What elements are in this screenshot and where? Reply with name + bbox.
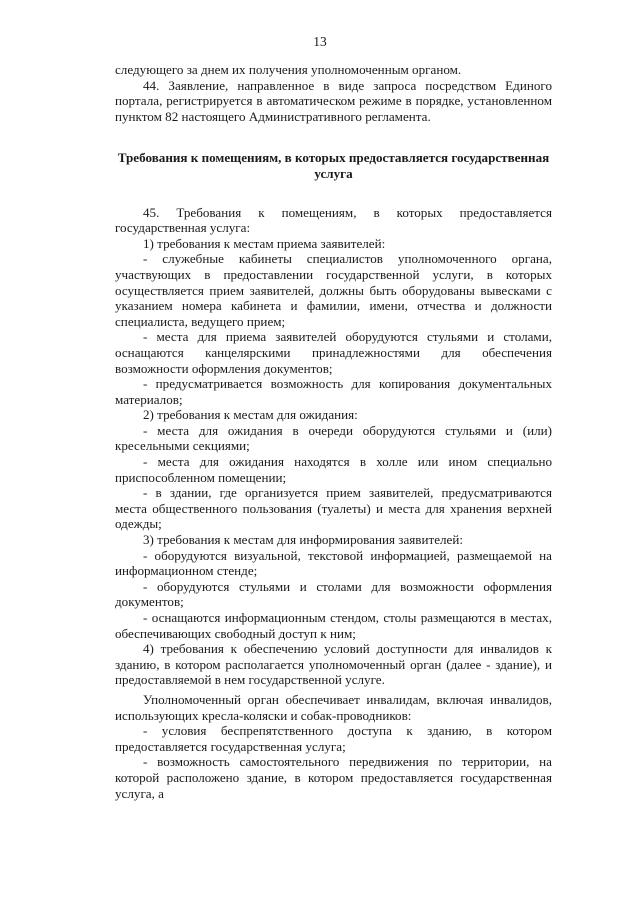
section-heading: Требования к помещениям, в которых предоставляется государственная услуга — [117, 150, 550, 181]
list-item: - оснащаются информационным стендом, столы размещаются в местах, обеспечивающих свободный доступ к ним; — [115, 610, 552, 641]
list-item-4-heading: 4) требования к обеспечению условий доступности для инвалидов к зданию, в котором располагается уполномоченный орган (далее - здание), и предоставляемой в нем государственной услуге. — [115, 641, 552, 688]
list-item: - места для приема заявителей оборудуются стульями и столами, оснащаются канцелярскими принадлежностями для обеспечения возможности оформления документов; — [115, 329, 552, 376]
list-item: - предусматривается возможность для копирования документальных материалов; — [115, 376, 552, 407]
list-item: - в здании, где организуется прием заявителей, предусматриваются места общественного пользования (туалеты) и места для хранения верхней одежды; — [115, 485, 552, 532]
paragraph-44: 44. Заявление, направленное в виде запроса посредством Единого портала, регистрируется в автоматическом режиме в порядке, установленном пунктом 82 настоящего Административного регламента. — [115, 77, 552, 124]
paragraph-45: 45. Требования к помещениям, в которых предоставляется государственная услуга: — [115, 204, 552, 236]
list-item: - оборудуются визуальной, текстовой информацией, размещаемой на информационном стенде; — [115, 547, 552, 579]
list-item: - места для ожидания в очереди оборудуются стульями и (или) кресельными секциями; — [115, 422, 552, 454]
document-body — [115, 62, 552, 801]
list-item: - оборудуются стульями и столами для возможности оформления документов; — [115, 578, 552, 610]
paragraph-accessibility: Уполномоченный орган обеспечивает инвалидам, включая инвалидов, использующих кресла-коляски и собак-проводников: — [115, 691, 552, 723]
list-item: - условия беспрепятственного доступа к зданию, в котором предоставляется государственная услуга; — [115, 723, 552, 754]
list-item-2-heading: 2) требования к местам для ожидания: — [143, 407, 358, 423]
list-item: - места для ожидания находятся в холле или ином специально приспособленном помещении; — [115, 454, 552, 485]
list-item-1-heading: 1) требования к местам приема заявителей: — [143, 235, 386, 251]
list-item: - служебные кабинеты специалистов уполномоченного органа, участвующих в предоставлении государственной услуги, в которых осуществляется прием заявителей, должны быть оборудованы вывесками с указанием номера кабинета и фамилии, имени, отчества и должности специалиста, ведущего прием; — [115, 251, 552, 329]
list-item: - возможность самостоятельного передвижения по территории, на которой расположено здание, в котором предоставляется государственная услуга, а — [115, 754, 552, 801]
list-item-3-heading: 3) требования к местам для информирования заявителей: — [143, 532, 464, 548]
paragraph-continuation: следующего за днем их получения уполномоченным органом. — [115, 62, 462, 77]
page-number: 13 — [313, 34, 327, 49]
